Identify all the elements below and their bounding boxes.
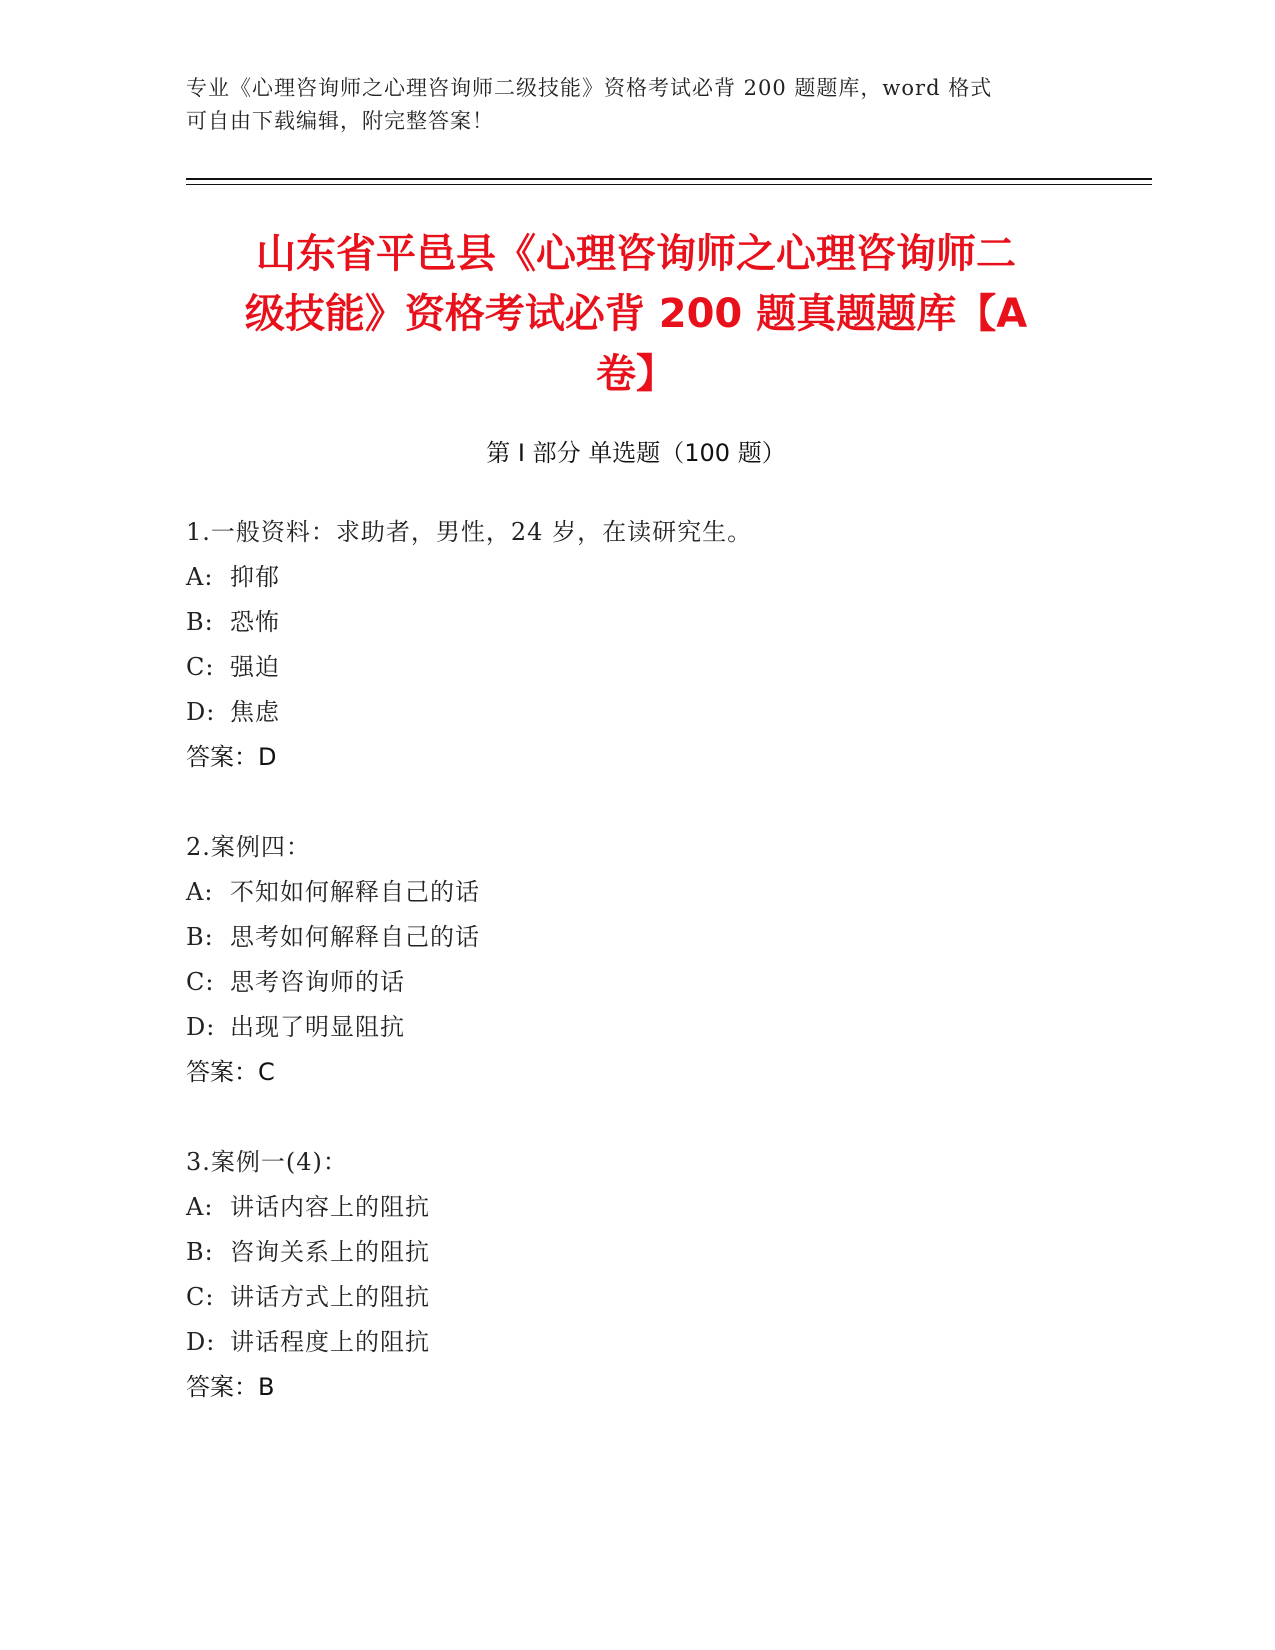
option-text: 讲话程度上的阻抗 [230,1328,430,1356]
option-letter: B: [186,608,214,636]
question-3 [186,1140,1086,1410]
option-text: 讲话方式上的阻抗 [230,1283,430,1311]
question-stem: 3.案例一(4)： [186,1148,348,1176]
title-line-1: 山东省平邑县《心理咨询师之心理咨询师二 [256,231,1016,277]
option-letter: C: [186,653,215,681]
option-letter: C: [186,1283,215,1311]
option-a [186,1185,1086,1230]
option-letter: A: [186,1193,214,1221]
header-note-line-1: 专业《心理咨询师之心理咨询师二级技能》资格考试必背 200 题题库，word 格式 [186,76,993,100]
header-note [186,72,1066,138]
option-letter: B: [186,1238,214,1266]
option-b [186,1230,1086,1275]
option-text: 思考如何解释自己的话 [230,923,480,951]
option-text: 思考咨询师的话 [230,968,405,996]
option-letter: D: [186,1013,216,1041]
answer-line: 答案：B [186,1373,275,1401]
option-c [186,645,1086,690]
option-text: 抑郁 [230,563,280,591]
option-text: 不知如何解释自己的话 [230,878,480,906]
option-letter: A: [186,563,214,591]
question-2 [186,825,1086,1095]
answer-line: 答案：D [186,743,277,771]
option-c [186,960,1086,1005]
option-text: 讲话内容上的阻抗 [230,1193,430,1221]
section-heading: 第 I 部分 单选题（100 题） [486,439,786,467]
question-stem: 1.一般资料：求助者，男性，24 岁，在读研究生。 [186,518,753,546]
option-d [186,1320,1086,1365]
option-text: 咨询关系上的阻抗 [230,1238,430,1266]
option-letter: D: [186,698,216,726]
option-text: 出现了明显阻抗 [230,1013,405,1041]
option-c [186,1275,1086,1320]
answer-line: 答案：C [186,1058,275,1086]
option-d [186,1005,1086,1050]
option-letter: D: [186,1328,216,1356]
option-text: 强迫 [230,653,280,681]
option-a [186,555,1086,600]
header-note-line-2: 可自由下载编辑，附完整答案！ [186,109,494,133]
header-divider-thin [186,184,1152,185]
question-stem: 2.案例四： [186,833,311,861]
option-b [186,915,1086,960]
option-a [186,870,1086,915]
title-line-3: 卷】 [596,351,676,397]
option-text: 恐怖 [230,608,280,636]
option-text: 焦虑 [230,698,280,726]
option-b [186,600,1086,645]
option-letter: C: [186,968,215,996]
title-line-2: 级技能》资格考试必背 200 题真题题库【A [244,291,1028,337]
option-d [186,690,1086,735]
question-1 [186,510,1086,780]
header-divider-thick [186,178,1152,180]
option-letter: A: [186,878,214,906]
option-letter: B: [186,923,214,951]
document-title [186,224,1086,404]
